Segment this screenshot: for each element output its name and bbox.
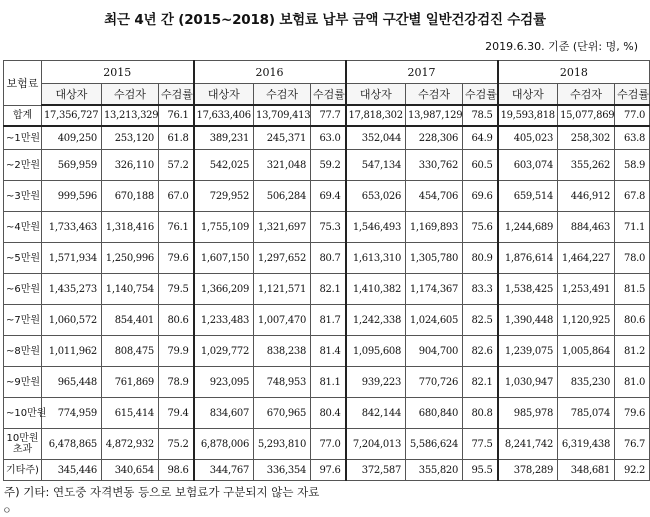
table-cell: 77.0 <box>615 105 650 126</box>
table-cell: 75.2 <box>159 429 194 460</box>
year-header: 2015 <box>42 61 194 84</box>
table-cell: 83.3 <box>463 274 498 305</box>
table-cell: 258,302 <box>558 126 615 150</box>
table-cell: 81.2 <box>615 336 650 367</box>
table-row <box>4 126 650 150</box>
column-header-row <box>4 84 650 106</box>
column-header: 대상자 <box>346 84 406 106</box>
table-cell: 653,026 <box>346 181 406 212</box>
table-cell: 82.5 <box>463 305 498 336</box>
column-header: 대상자 <box>42 84 102 106</box>
document-title: 최근 4년 간 (2015~2018) 보험료 납부 금액 구간별 일반건강검진 수검률 <box>104 12 546 28</box>
table-cell: 603,074 <box>498 150 558 181</box>
table-cell: 78.5 <box>463 105 498 126</box>
table-cell: 1,140,754 <box>102 274 159 305</box>
table-cell: 80.4 <box>311 398 346 429</box>
table-cell: 6,478,865 <box>42 429 102 460</box>
table-cell: 1,538,425 <box>498 274 558 305</box>
table-cell: 923,095 <box>194 367 254 398</box>
column-header: 수검률 <box>615 84 650 106</box>
table-cell: 355,820 <box>406 460 463 481</box>
table-cell: 1,030,947 <box>498 367 558 398</box>
table-cell: 446,912 <box>558 181 615 212</box>
table-cell: 60.5 <box>463 150 498 181</box>
table-cell: 13,987,129 <box>406 105 463 126</box>
table-cell: 1,121,571 <box>254 274 311 305</box>
table-cell: 985,978 <box>498 398 558 429</box>
table-cell: 7,204,013 <box>346 429 406 460</box>
table-cell: 355,262 <box>558 150 615 181</box>
table-cell: 92.2 <box>615 460 650 481</box>
table-cell: 1,733,463 <box>42 212 102 243</box>
table-cell: 378,289 <box>498 460 558 481</box>
table-cell: 245,371 <box>254 126 311 150</box>
row-label: ~2만원 <box>4 150 42 181</box>
table-cell: 854,401 <box>102 305 159 336</box>
table-cell: 454,706 <box>406 181 463 212</box>
table-cell: 5,293,810 <box>254 429 311 460</box>
table-cell: 729,952 <box>194 181 254 212</box>
table-cell: 82.6 <box>463 336 498 367</box>
table-cell: 1,546,493 <box>346 212 406 243</box>
row-label: 합계 <box>4 105 42 126</box>
table-cell: 659,514 <box>498 181 558 212</box>
column-header: 수검률 <box>159 84 194 106</box>
row-label: ~8만원 <box>4 336 42 367</box>
table-cell: 1,244,689 <box>498 212 558 243</box>
row-label: ~5만원 <box>4 243 42 274</box>
table-cell: 98.6 <box>159 460 194 481</box>
table-cell: 999,596 <box>42 181 102 212</box>
reference-date-units: 2019.6.30. 기준 (단위: 명, %) <box>485 40 638 53</box>
row-label: ~7만원 <box>4 305 42 336</box>
table-cell: 81.4 <box>311 336 346 367</box>
table-cell: 1,095,608 <box>346 336 406 367</box>
table-cell: 76.7 <box>615 429 650 460</box>
table-cell: 1,233,483 <box>194 305 254 336</box>
table-cell: 405,023 <box>498 126 558 150</box>
table-cell: 67.8 <box>615 181 650 212</box>
table-cell: 321,048 <box>254 150 311 181</box>
table-cell: 81.1 <box>311 367 346 398</box>
table-cell: 1,169,893 <box>406 212 463 243</box>
table-cell: 1,755,109 <box>194 212 254 243</box>
table-cell: 81.5 <box>615 274 650 305</box>
table-cell: 785,074 <box>558 398 615 429</box>
table-cell: 79.5 <box>159 274 194 305</box>
table-cell: 904,700 <box>406 336 463 367</box>
year-header: 2017 <box>346 61 498 84</box>
table-cell: 1,318,416 <box>102 212 159 243</box>
row-header-premium: 보험료 <box>4 61 42 106</box>
table-cell: 808,475 <box>102 336 159 367</box>
table-cell: 4,872,932 <box>102 429 159 460</box>
table-cell: 19,593,818 <box>498 105 558 126</box>
table-cell: 1,024,605 <box>406 305 463 336</box>
table-cell: 389,231 <box>194 126 254 150</box>
table-cell: 344,767 <box>194 460 254 481</box>
table-cell: 228,306 <box>406 126 463 150</box>
table-row <box>4 429 650 460</box>
row-label: 10만원 초과 <box>4 429 42 460</box>
table-cell: 82.1 <box>311 274 346 305</box>
table-cell: 1,174,367 <box>406 274 463 305</box>
table-cell: 6,878,006 <box>194 429 254 460</box>
table-cell: 17,818,302 <box>346 105 406 126</box>
table-cell: 78.9 <box>159 367 194 398</box>
table-cell: 63.0 <box>311 126 346 150</box>
table-row <box>4 460 650 481</box>
checkup-rate-table <box>3 60 650 481</box>
table-cell: 1,390,448 <box>498 305 558 336</box>
table-cell: 842,144 <box>346 398 406 429</box>
column-header: 수검자 <box>254 84 311 106</box>
table-cell: 330,762 <box>406 150 463 181</box>
table-cell: 1,435,273 <box>42 274 102 305</box>
table-cell: 67.0 <box>159 181 194 212</box>
table-cell: 834,607 <box>194 398 254 429</box>
table-cell: 939,223 <box>346 367 406 398</box>
table-cell: 59.2 <box>311 150 346 181</box>
table-cell: 8,241,742 <box>498 429 558 460</box>
table-row <box>4 305 650 336</box>
table-cell: 1,120,925 <box>558 305 615 336</box>
row-label: ~9만원 <box>4 367 42 398</box>
table-cell: 69.6 <box>463 181 498 212</box>
table-cell: 409,250 <box>42 126 102 150</box>
table-cell: 1,876,614 <box>498 243 558 274</box>
column-header: 수검률 <box>463 84 498 106</box>
table-cell: 79.9 <box>159 336 194 367</box>
row-label: ~6만원 <box>4 274 42 305</box>
table-cell: 63.8 <box>615 126 650 150</box>
table-total-row <box>4 105 650 126</box>
table-cell: 57.2 <box>159 150 194 181</box>
table-cell: 5,586,624 <box>406 429 463 460</box>
table-cell: 1,297,652 <box>254 243 311 274</box>
table-cell: 1,060,572 <box>42 305 102 336</box>
column-header: 수검자 <box>558 84 615 106</box>
table-cell: 77.0 <box>311 429 346 460</box>
table-cell: 71.1 <box>615 212 650 243</box>
row-label: ~1만원 <box>4 126 42 150</box>
table-cell: 1,305,780 <box>406 243 463 274</box>
table-cell: 58.9 <box>615 150 650 181</box>
table-cell: 80.6 <box>159 305 194 336</box>
table-cell: 348,681 <box>558 460 615 481</box>
table-cell: 17,356,727 <box>42 105 102 126</box>
row-label: ~10만원 <box>4 398 42 429</box>
table-cell: 340,654 <box>102 460 159 481</box>
table-cell: 61.8 <box>159 126 194 150</box>
table-cell: 670,188 <box>102 181 159 212</box>
table-cell: 770,726 <box>406 367 463 398</box>
table-cell: 345,446 <box>42 460 102 481</box>
table-cell: 1,242,338 <box>346 305 406 336</box>
table-cell: 838,238 <box>254 336 311 367</box>
row-label: ~3만원 <box>4 181 42 212</box>
table-cell: 6,319,438 <box>558 429 615 460</box>
footer-mark: ㅇ <box>2 506 12 517</box>
table-cell: 1,410,382 <box>346 274 406 305</box>
table-cell: 77.7 <box>311 105 346 126</box>
year-header: 2016 <box>194 61 346 84</box>
table-cell: 1,250,996 <box>102 243 159 274</box>
table-cell: 79.6 <box>615 398 650 429</box>
table-cell: 352,044 <box>346 126 406 150</box>
table-cell: 1,366,209 <box>194 274 254 305</box>
table-cell: 82.1 <box>463 367 498 398</box>
table-cell: 1,005,864 <box>558 336 615 367</box>
table-cell: 77.5 <box>463 429 498 460</box>
table-cell: 81.7 <box>311 305 346 336</box>
table-cell: 97.6 <box>311 460 346 481</box>
table-row <box>4 212 650 243</box>
table-cell: 542,025 <box>194 150 254 181</box>
table-row <box>4 336 650 367</box>
row-label: ~4만원 <box>4 212 42 243</box>
table-cell: 670,965 <box>254 398 311 429</box>
table-cell: 1,011,962 <box>42 336 102 367</box>
table-cell: 372,587 <box>346 460 406 481</box>
table-cell: 884,463 <box>558 212 615 243</box>
table-cell: 17,633,406 <box>194 105 254 126</box>
table-cell: 15,077,869 <box>558 105 615 126</box>
table-cell: 80.9 <box>463 243 498 274</box>
table-cell: 761,869 <box>102 367 159 398</box>
table-cell: 680,840 <box>406 398 463 429</box>
table-cell: 1,239,075 <box>498 336 558 367</box>
table-cell: 78.0 <box>615 243 650 274</box>
table-cell: 1,253,491 <box>558 274 615 305</box>
table-cell: 75.3 <box>311 212 346 243</box>
table-cell: 1,029,772 <box>194 336 254 367</box>
table-cell: 547,134 <box>346 150 406 181</box>
table-cell: 80.6 <box>615 305 650 336</box>
table-cell: 1,321,697 <box>254 212 311 243</box>
table-cell: 80.7 <box>311 243 346 274</box>
table-cell: 95.5 <box>463 460 498 481</box>
table-cell: 1,464,227 <box>558 243 615 274</box>
table-row <box>4 181 650 212</box>
table-cell: 615,414 <box>102 398 159 429</box>
table-cell: 79.6 <box>159 243 194 274</box>
table-cell: 75.6 <box>463 212 498 243</box>
table-cell: 69.4 <box>311 181 346 212</box>
table-row <box>4 274 650 305</box>
table-cell: 64.9 <box>463 126 498 150</box>
table-row <box>4 243 650 274</box>
table-cell: 569,959 <box>42 150 102 181</box>
table-row <box>4 367 650 398</box>
year-header-row <box>4 61 650 84</box>
table-cell: 835,230 <box>558 367 615 398</box>
row-label: 기타주) <box>4 460 42 481</box>
table-cell: 76.1 <box>159 105 194 126</box>
table-cell: 326,110 <box>102 150 159 181</box>
table-cell: 506,284 <box>254 181 311 212</box>
table-cell: 336,354 <box>254 460 311 481</box>
table-cell: 79.4 <box>159 398 194 429</box>
table-cell: 80.8 <box>463 398 498 429</box>
column-header: 수검자 <box>102 84 159 106</box>
table-cell: 76.1 <box>159 212 194 243</box>
table-cell: 81.0 <box>615 367 650 398</box>
table-cell: 1,607,150 <box>194 243 254 274</box>
column-header: 대상자 <box>194 84 254 106</box>
table-cell: 1,613,310 <box>346 243 406 274</box>
footnote: 주) 기타: 연도중 자격변동 등으로 보험료가 구분되지 않는 자료 <box>4 485 320 499</box>
table-cell: 774,959 <box>42 398 102 429</box>
column-header: 대상자 <box>498 84 558 106</box>
table-row <box>4 150 650 181</box>
table-cell: 13,213,329 <box>102 105 159 126</box>
table-cell: 965,448 <box>42 367 102 398</box>
table-row <box>4 398 650 429</box>
year-header: 2018 <box>498 61 650 84</box>
table-cell: 13,709,413 <box>254 105 311 126</box>
column-header: 수검자 <box>406 84 463 106</box>
table-cell: 1,007,470 <box>254 305 311 336</box>
column-header: 수검률 <box>311 84 346 106</box>
table-cell: 1,571,934 <box>42 243 102 274</box>
table-cell: 253,120 <box>102 126 159 150</box>
table-cell: 748,953 <box>254 367 311 398</box>
